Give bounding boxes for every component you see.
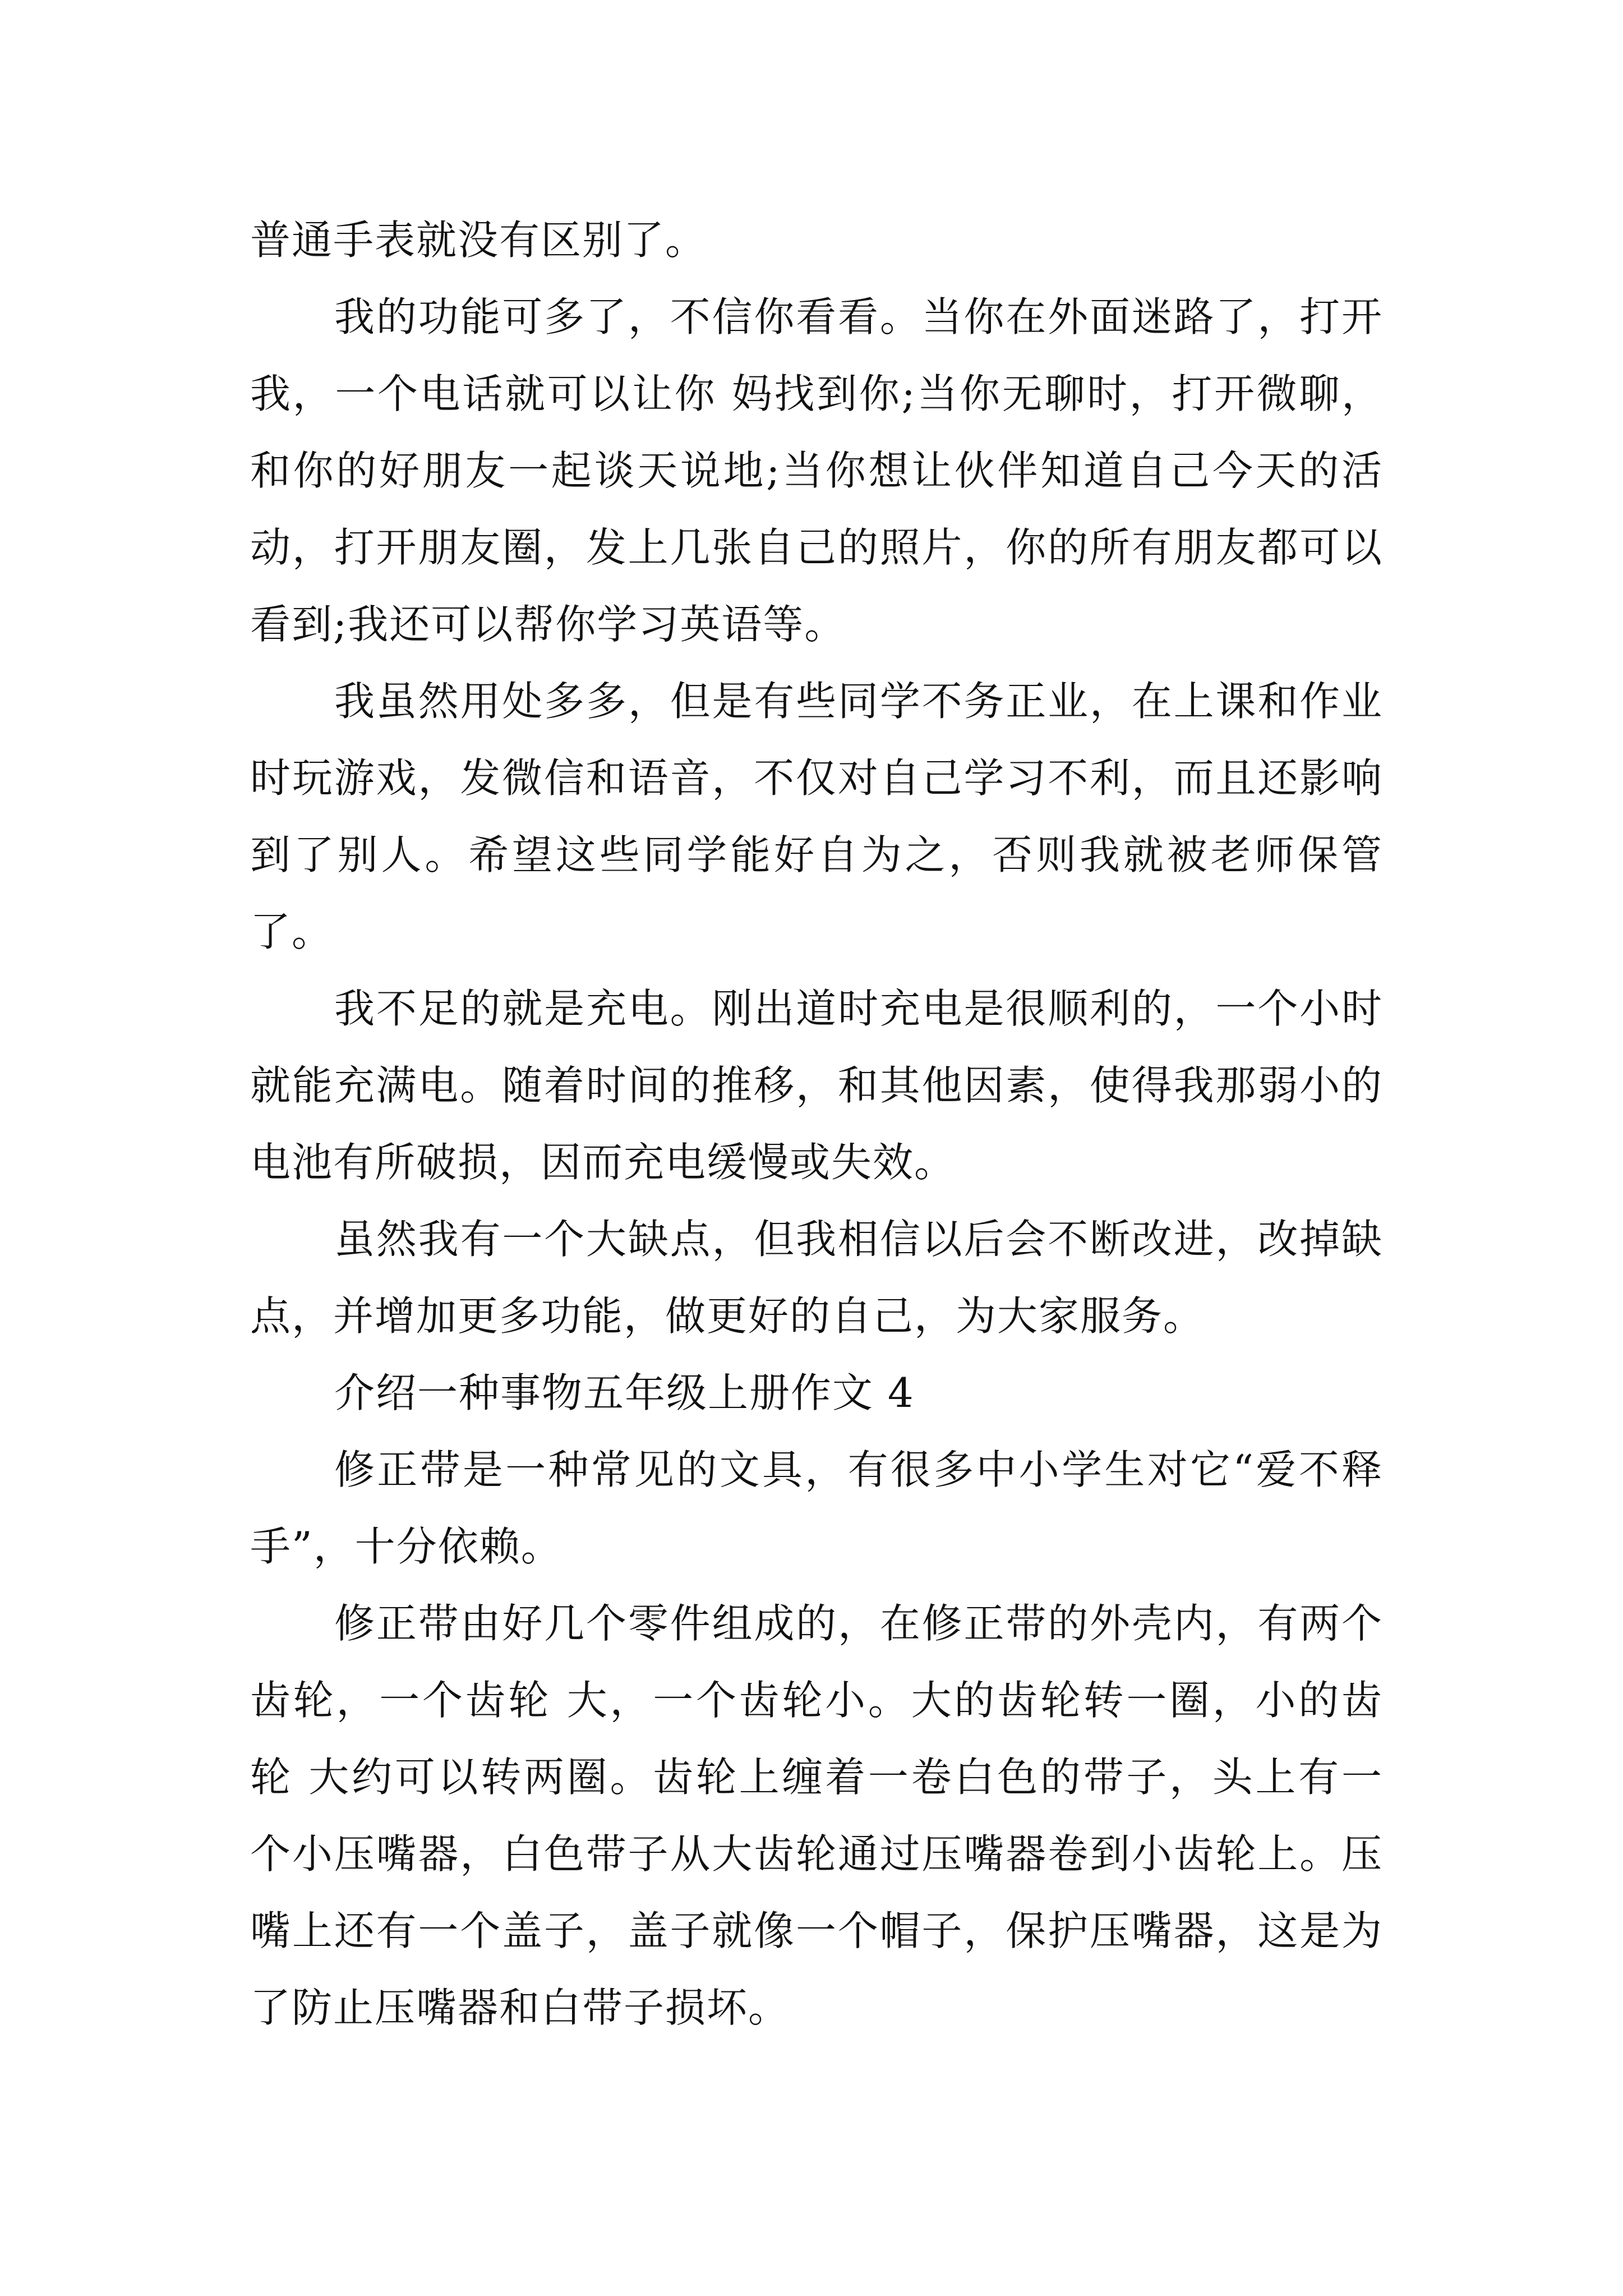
document-body xyxy=(250,202,1383,2046)
paragraph-5: 虽然我有一个大缺点，但我相信以后会不断改进，改掉缺点，并增加更多功能，做更好的自己，为大家服务。 xyxy=(250,1216,1383,1340)
paragraph-2: 我的功能可多了，不信你看看。当你在外面迷路了，打开我，一个电话就可以让你 妈找到你;当你无聊时，打开微聊，和你的好朋友一起谈天说地;当你想让伙伴知道自己今天的活动，打开朋友圈，发上几张自己的照片，你的所有朋友都可以看到;我还可以帮你学习英语等。 xyxy=(250,293,1383,648)
paragraph-6: 修正带是一种常见的文具，有很多中小学生对它“爱不释手”，十分依赖。 xyxy=(250,1446,1383,1570)
paragraph-4: 我不足的就是充电。刚出道时充电是很顺利的，一个小时就能充满电。随着时间的推移，和其他因素，使得我那弱小的电池有所破损，因而充电缓慢或失效。 xyxy=(250,985,1383,1186)
paragraph-1: 普通手表就没有区别了。 xyxy=(250,217,707,264)
paragraph-7: 修正带由好几个零件组成的，在修正带的外壳内，有两个齿轮，一个齿轮 大，一个齿轮小。大的齿轮转一圈，小的齿轮 大约可以转两圈。齿轮上缠着一卷白色的带子，头上有一个小压嘴器，白色带子从大齿轮通过压嘴器卷到小齿轮上。压嘴上还有一个盖子，盖子就像一个帽子，保护压嘴器，这是为了防止压嘴器和白带子损坏。 xyxy=(250,1600,1383,2031)
paragraph-3: 我虽然用处多多，但是有些同学不务正业，在上课和作业时玩游戏，发微信和语音，不仅对自己学习不利，而且还影响到了别人。希望这些同学能好自为之，否则我就被老师保管了。 xyxy=(250,678,1383,955)
section-heading: 介绍一种事物五年级上册作文 4 xyxy=(334,1369,915,1416)
